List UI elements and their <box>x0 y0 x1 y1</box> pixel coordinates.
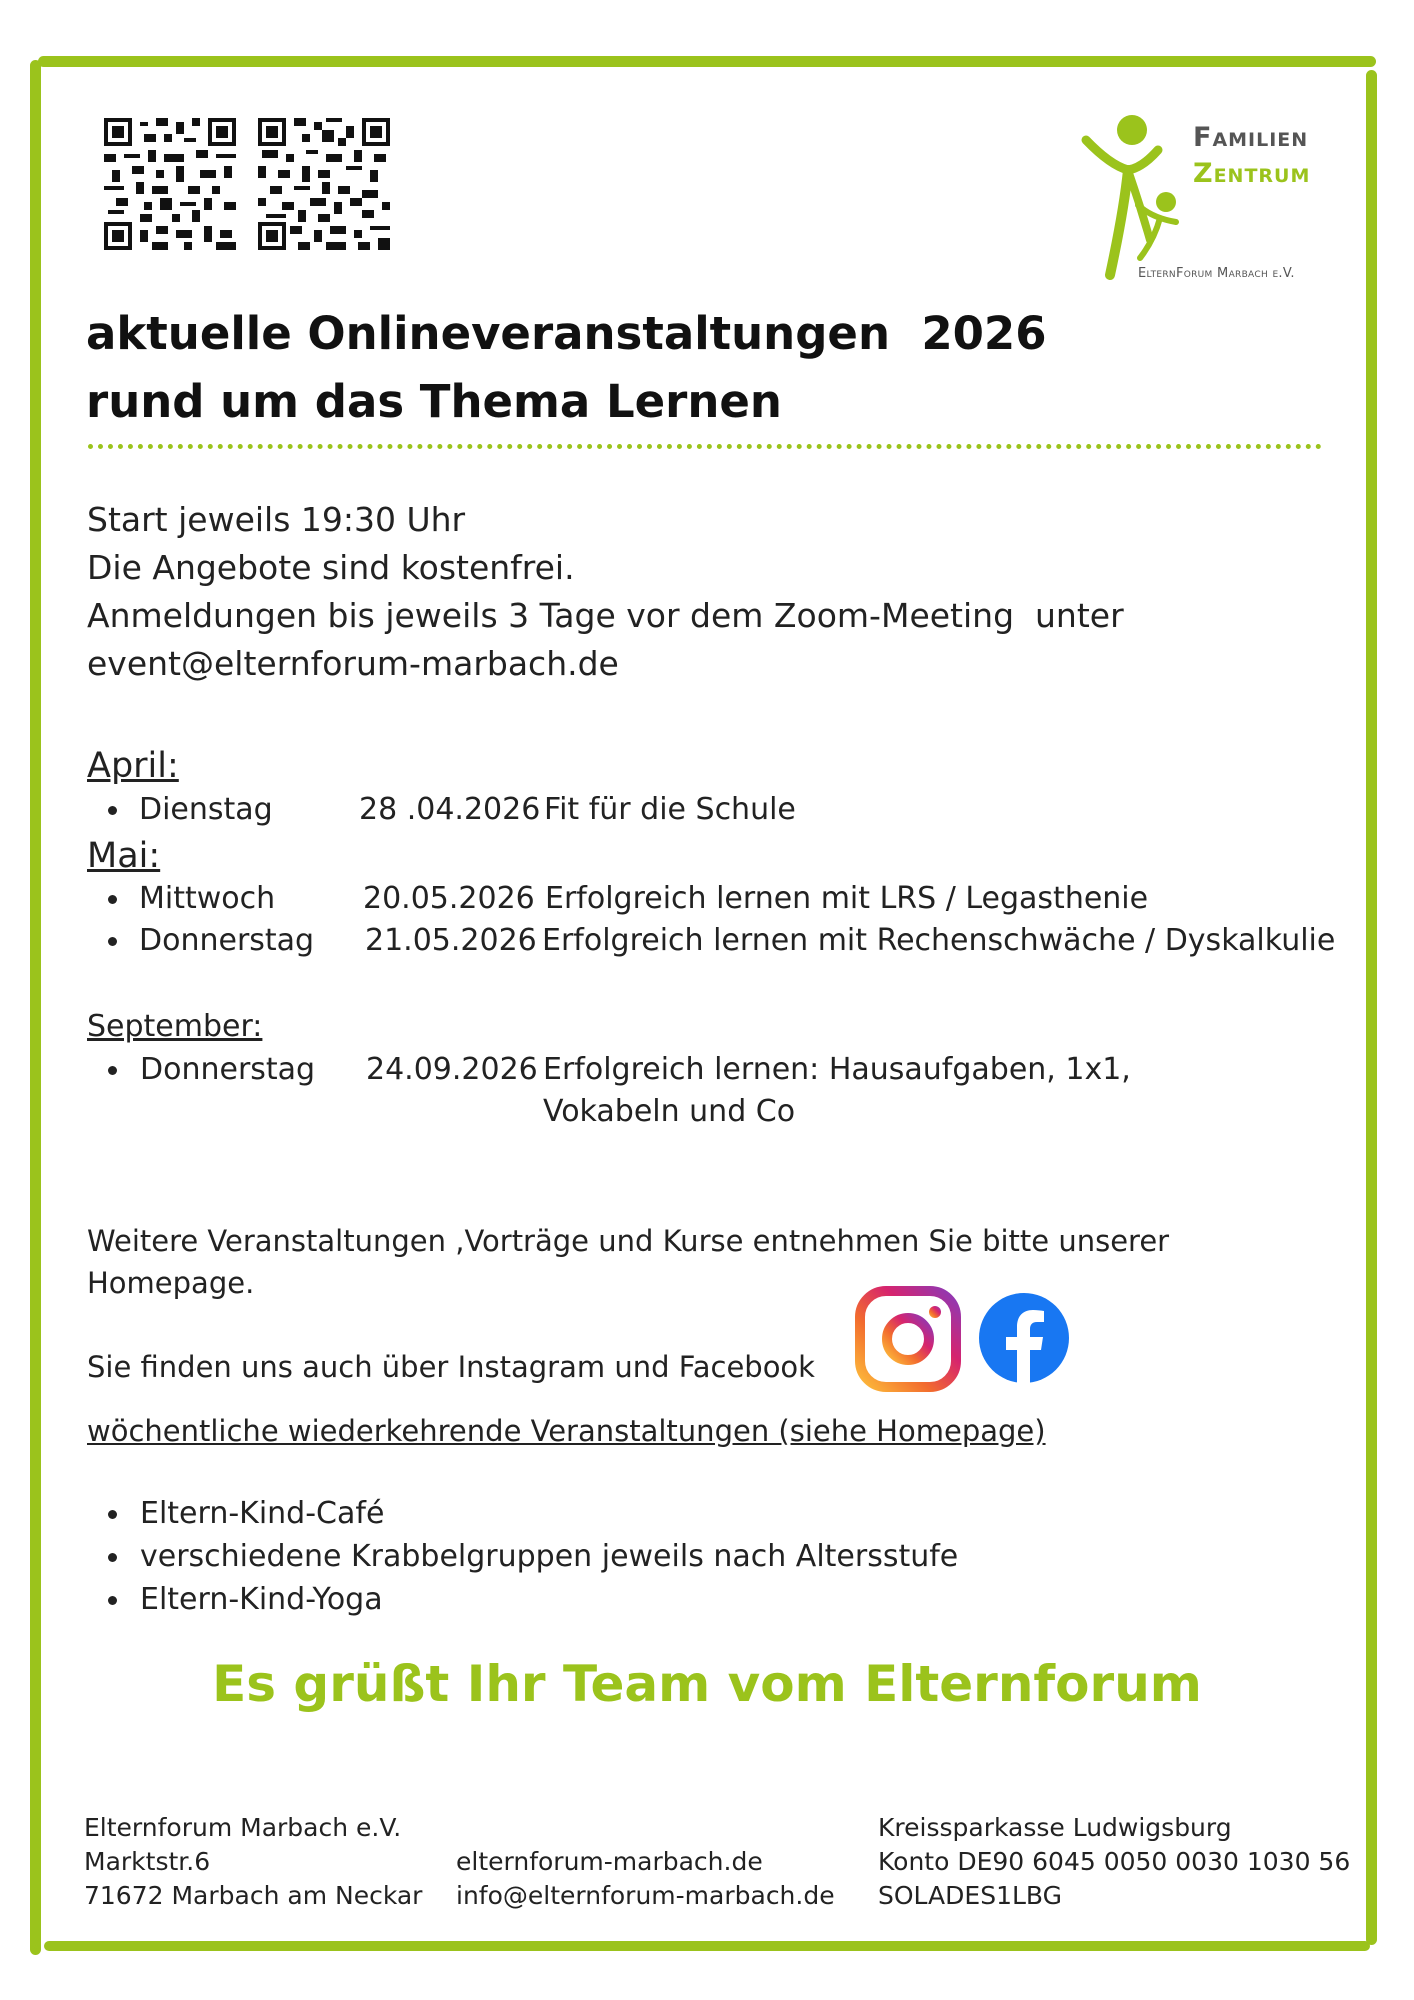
social-text: Sie finden uns auch über Instagram und Facebook <box>87 1350 815 1384</box>
event-title-continued: Vokabeln und Co <box>543 1094 796 1129</box>
weekly-events-link[interactable]: wöchentliche wiederkehrende Veranstaltungen (siehe Homepage) <box>87 1414 1046 1448</box>
free-of-charge-text: Die Angebote sind kostenfrei. <box>87 548 575 587</box>
weekly-item: verschiedene Krabbelgruppen jeweils nach Altersstufe <box>140 1539 959 1574</box>
footer-bank: Kreissparkasse Ludwigsburg <box>878 1813 1232 1842</box>
bullet <box>108 806 117 815</box>
frame-top <box>38 56 1376 67</box>
event-day: Donnerstag <box>139 923 315 958</box>
month-september: September: <box>87 1009 263 1044</box>
page-title <box>86 300 1047 436</box>
event-date: 20.05.2026 <box>363 881 535 916</box>
bullet <box>108 1596 117 1605</box>
bullet <box>108 895 117 904</box>
bullet <box>108 1510 117 1519</box>
footer-email[interactable]: info@elternforum-marbach.de <box>456 1881 835 1910</box>
bullet <box>108 1553 117 1562</box>
logo-word-familien: Familien <box>1193 122 1309 153</box>
footer-bic: SOLADES1LBG <box>878 1881 1062 1910</box>
more-events-text-2: Homepage. <box>87 1266 255 1300</box>
weekly-item: Eltern-Kind-Café <box>140 1496 385 1531</box>
start-time-text: Start jeweils 19:30 Uhr <box>87 500 466 539</box>
event-title: Erfolgreich lernen mit LRS / Legasthenie <box>545 881 1149 916</box>
facebook-icon[interactable] <box>978 1292 1070 1384</box>
event-day: Donnerstag <box>140 1052 316 1087</box>
qr-code-icon[interactable] <box>258 118 390 250</box>
title-line-2: rund um das Thema Lernen <box>86 375 782 428</box>
info-block <box>87 496 1124 688</box>
bullet <box>108 1066 117 1075</box>
logo-word-zentrum: Zentrum <box>1193 158 1311 189</box>
footer-account: Konto DE90 6045 0050 0030 1030 56 <box>878 1847 1351 1876</box>
qr-code-icon[interactable] <box>104 118 236 250</box>
weekly-item: Eltern-Kind-Yoga <box>140 1582 383 1617</box>
event-date: 21.05.2026 <box>365 923 537 958</box>
event-title: Erfolgreich lernen: Hausaufgaben, 1x1, <box>543 1052 1131 1087</box>
footer-website[interactable]: elternforum-marbach.de <box>456 1847 763 1876</box>
event-day: Dienstag <box>139 792 273 827</box>
event-title: Fit für die Schule <box>544 792 796 827</box>
registration-email[interactable]: event@elternforum-marbach.de <box>87 644 619 683</box>
event-day: Mittwoch <box>139 881 276 916</box>
title-line-1: aktuelle Onlineveranstaltungen 2026 <box>86 307 1047 360</box>
footer-org: Elternforum Marbach e.V. <box>84 1813 402 1842</box>
dotted-divider <box>88 444 1322 449</box>
event-date: 24.09.2026 <box>366 1052 538 1087</box>
logo-subtitle: ElternForum Marbach e.V. <box>1138 266 1295 281</box>
closing-greeting: Es grüßt Ihr Team vom Elternforum <box>212 1655 1202 1713</box>
frame-bottom <box>44 1941 1370 1951</box>
bullet <box>108 937 117 946</box>
month-may: Mai: <box>87 836 161 876</box>
footer-street: Marktstr.6 <box>84 1847 211 1876</box>
more-events-text: Weitere Veranstaltungen ,Vorträge und Kurse entnehmen Sie bitte unserer <box>87 1224 1170 1258</box>
footer-city: 71672 Marbach am Neckar <box>84 1881 423 1910</box>
instagram-icon[interactable] <box>855 1286 961 1392</box>
registration-text: Anmeldungen bis jeweils 3 Tage vor dem Zoom-Meeting unter <box>87 596 1124 635</box>
event-title: Erfolgreich lernen mit Rechenschwäche / Dyskalkulie <box>542 923 1336 958</box>
event-date: 28 .04.2026 <box>359 792 541 827</box>
month-april: April: <box>87 746 179 786</box>
